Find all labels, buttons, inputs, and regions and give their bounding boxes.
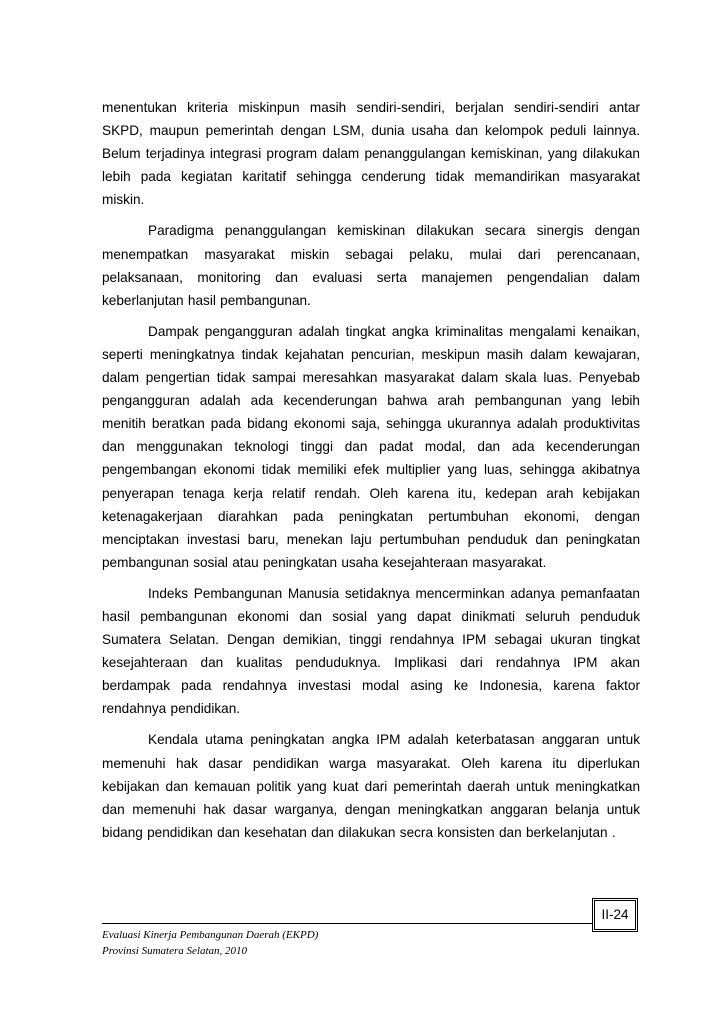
footer-province-year: Provinsi Sumatera Selatan, 2010 — [102, 944, 248, 957]
footer-divider — [102, 923, 592, 924]
paragraph-indeks-pembangunan: Indeks Pembangunan Manusia setidaknya mencerminkan adanya pemanfaatan hasil pembangunan ekonomi dan sosial yang dapat dinikmati seluruh penduduk Sumatera Selatan. Dengan demikian, tinggi rendahnya IPM sebagai ukuran tingkat kesejahteraan dan kualitas penduduknya. Implikasi dari rendahnya IPM akan berdampak pada rendahnya investasi modal asing ke Indonesia, karena faktor rendahnya pendidikan. — [102, 585, 640, 717]
paragraph-paradigma: Paradigma penanggulangan kemiskinan dilakukan secara sinergis dengan menempatkan masyarakat miskin sebagai pelaku, mulai dari perencanaan, pelaksanaan, monitoring dan evaluasi serta manajemen pengendalian dalam keberlanjutan hasil pembangunan. — [102, 223, 640, 308]
document-body — [102, 96, 640, 852]
footer — [102, 928, 318, 959]
footer-report-title: Evaluasi Kinerja Pembangunan Daerah (EKPD) — [102, 929, 319, 941]
page-number: II-24 — [592, 898, 638, 932]
paragraph-dampak-pengangguran: Dampak pengangguran adalah tingkat angka kriminalitas mengalami kenaikan, seperti meningkatnya tindak kejahatan pencurian, meskipun masih dalam kewajaran, dalam pengertian tidak sampai meresahkan masyarakat dalam skala luas. Penyebab pengangguran adalah ada kecenderungan bahwa arah pembangunan yang lebih menitih beratkan pada bidang ekonomi saja, sehingga ukurannya adalah produktivitas dan menggunakan teknologi tinggi dan padat modal, dan ada kecenderungan pengembangan ekonomi tidak memiliki efek multiplier yang luas, sehingga akibatnya penyerapan tenaga kerja relatif rendah. Oleh karena itu, kedepan arah kebijakan ketenagakerjaan diarahkan pada peningkatan pertumbuhan ekonomi, dengan menciptakan investasi baru, menekan laju pertumbuhan penduduk dan peningkatan pembangunan sosial atau peningkatan usaha kesejahteraan masyarakat. — [102, 323, 640, 570]
paragraph-kendala-utama: Kendala utama peningkatan angka IPM adalah keterbatasan anggaran untuk memenuhi hak dasar pendidikan warga masyarakat. Oleh karena itu diperlukan kebijakan dan kemauan politik yang kuat dari pemerintah daerah untuk meningkatkan dan memenuhi hak dasar warganya, dengan meningkatkan anggaran belanja untuk bidang pendidikan dan kesehatan dan dilakukan secra konsisten dan berkelanjutan . — [102, 732, 640, 840]
paragraph-continuation: menentukan kriteria miskinpun masih sendiri-sendiri, berjalan sendiri-sendiri antar SKPD, maupun pemerintah dengan LSM, dunia usaha dan kelompok peduli lainnya. Belum terjadinya integrasi program dalam penanggulangan kemiskinan, yang dilakukan lebih pada kegiatan karitatif sehingga cenderung tidak memandirikan masyarakat miskin. — [102, 100, 640, 208]
